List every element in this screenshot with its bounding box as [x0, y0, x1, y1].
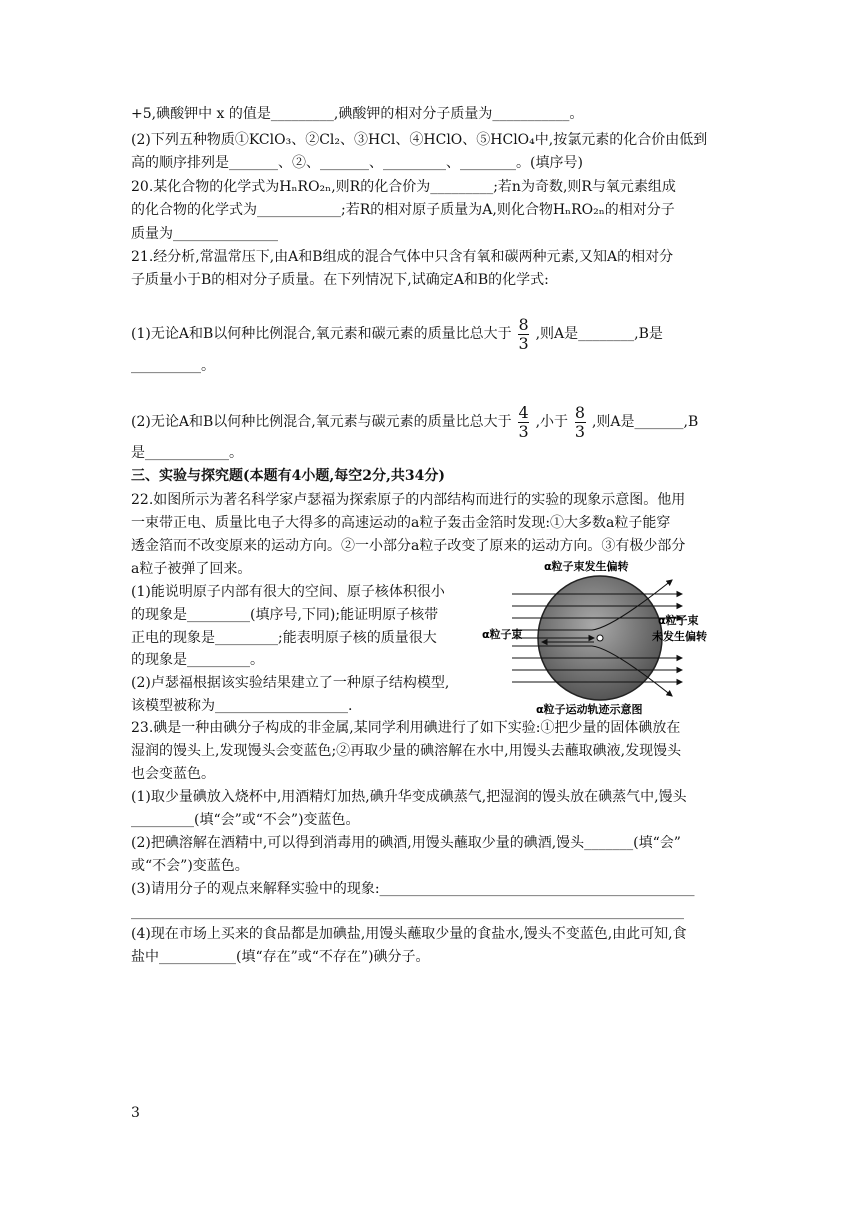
fraction-denominator: 3 [574, 421, 586, 441]
text-line: (3)请用分子的观点来解释实验中的现象:_____________________________________________ [131, 881, 695, 897]
fraction-denominator: 3 [518, 333, 529, 353]
text-line: 的现象是_________。 [131, 652, 264, 668]
text-line: 质量为_______________ [131, 226, 278, 242]
text-segment: ,小于 [535, 414, 569, 430]
text-line: 或“不会”)变蓝色。 [131, 858, 249, 874]
text-line: a粒子被弹了回来。 [131, 561, 252, 577]
section-heading: 三、实验与探究题(本题有4小题,每空2分,共34分) [131, 468, 445, 484]
figure-left-label: α粒子束 [482, 628, 523, 641]
figure-right-label-1: α粒子束 [658, 614, 699, 627]
figure-right-label-2: 未发生偏转 [652, 630, 707, 643]
figure-top-label: α粒子束发生偏转 [544, 560, 629, 573]
text-line: (2)卢瑟福根据该实验结果建立了一种原子结构模型, [131, 675, 450, 691]
text-line: 22.如图所示为著名科学家卢瑟福为探索原子的内部结构而进行的实验的现象示意图。他用 [131, 492, 686, 508]
text-line: +5,碘酸钾中 x 的值是_________,碘酸钾的相对分子质量为___________。 [131, 106, 584, 122]
text-line: 正电的现象是_________;能表明原子核的质量很大 [131, 630, 437, 646]
text-line: 20.某化合物的化学式为HₙRO₂ₙ,则R的化合价为_________;若n为奇数,则R与氧元素组成 [131, 179, 676, 195]
question-21-1 [131, 314, 663, 354]
text-line: (2)把碘溶解在酒精中,可以得到消毒用的碘酒,用馒头蘸取少量的碘酒,馒头_______(填“会” [131, 835, 681, 851]
rutherford-figure [482, 558, 722, 718]
text-line: (1)能说明原子内部有很大的空间、原子核体积很小 [131, 584, 445, 600]
fraction-denominator: 3 [518, 421, 529, 441]
text-line: 子质量小于B的相对分子质量。在下列情况下,试确定A和B的化学式: [131, 272, 549, 288]
text-line: 的化合物的化学式为____________;若R的相对原子质量为A,则化合物HₙRO₂ₙ的相对分子 [131, 202, 675, 218]
text-line: 的现象是_________(填序号,下同);能证明原子核带 [131, 607, 439, 623]
text-segment: ,则A是________,B是 [535, 326, 663, 342]
text-line: 高的顺序排列是_______、②、_______、_________、________。(填序号) [131, 155, 583, 171]
text-line: 盐中___________(填“存在”或“不存在”)碘分子。 [131, 949, 430, 965]
text-segment: (2)无论A和B以何种比例混合,氧元素与碳元素的质量比总大于 [131, 414, 512, 430]
text-segment: ,则A是_______,B [591, 414, 699, 430]
fraction-numerator: 4 [518, 402, 529, 422]
text-line: 透金箔而不改变原来的运动方向。②一小部分a粒子改变了原来的运动方向。③有极少部分 [131, 538, 686, 554]
text-line: (4)现在市场上买来的食品都是加碘盐,用馒头蘸取少量的食盐水,馒头不变蓝色,由此可知,食 [131, 926, 687, 942]
text-line: 也会变蓝色。 [131, 766, 215, 782]
nucleus [597, 635, 603, 641]
text-line: (2)下列五种物质①KClO₃、②Cl₂、③HCl、④HClO、⑤HClO₄中,按氯元素的化合价由低到 [131, 132, 708, 148]
text-line: 是____________。 [131, 445, 243, 461]
fraction-8-3 [518, 314, 529, 353]
question-21-2 [131, 402, 698, 442]
text-line: 21.经分析,常温常压下,由A和B组成的混合气体中只含有氧和碳两种元素,又知A的相对分 [131, 249, 674, 265]
text-line: _________(填“会”或“不会”)变蓝色。 [131, 812, 360, 828]
fraction-numerator: 8 [518, 314, 529, 334]
figure-caption: α粒子运动轨迹示意图 [536, 703, 643, 716]
text-line: _______________________________________________________________________________ [131, 904, 684, 920]
page-number: 3 [131, 1105, 140, 1121]
text-segment: (1)无论A和B以何种比例混合,氧元素和碳元素的质量比总大于 [131, 326, 512, 342]
text-line: (1)取少量碘放入烧杯中,用酒精灯加热,碘升华变成碘蒸气,把湿润的馒头放在碘蒸气中,馒头 [131, 789, 687, 805]
fraction-numerator: 8 [574, 402, 586, 422]
text-line: 一束带正电、质量比电子大得多的高速运动的a粒子轰击金箔时发现:①大多数a粒子能穿 [131, 515, 671, 531]
text-line: __________。 [131, 358, 215, 374]
text-line: 23.碘是一种由碘分子构成的非金属,某同学利用碘进行了如下实验:①把少量的固体碘放在 [131, 720, 681, 736]
fraction-4-3 [518, 402, 529, 441]
text-line: 湿润的馒头上,发现馒头会变蓝色;②再取少量的碘溶解在水中,用馒头去蘸取碘液,发现馒头 [131, 743, 682, 759]
fraction-8-3 [574, 402, 586, 441]
text-line: 该模型被称为___________________. [131, 698, 353, 714]
